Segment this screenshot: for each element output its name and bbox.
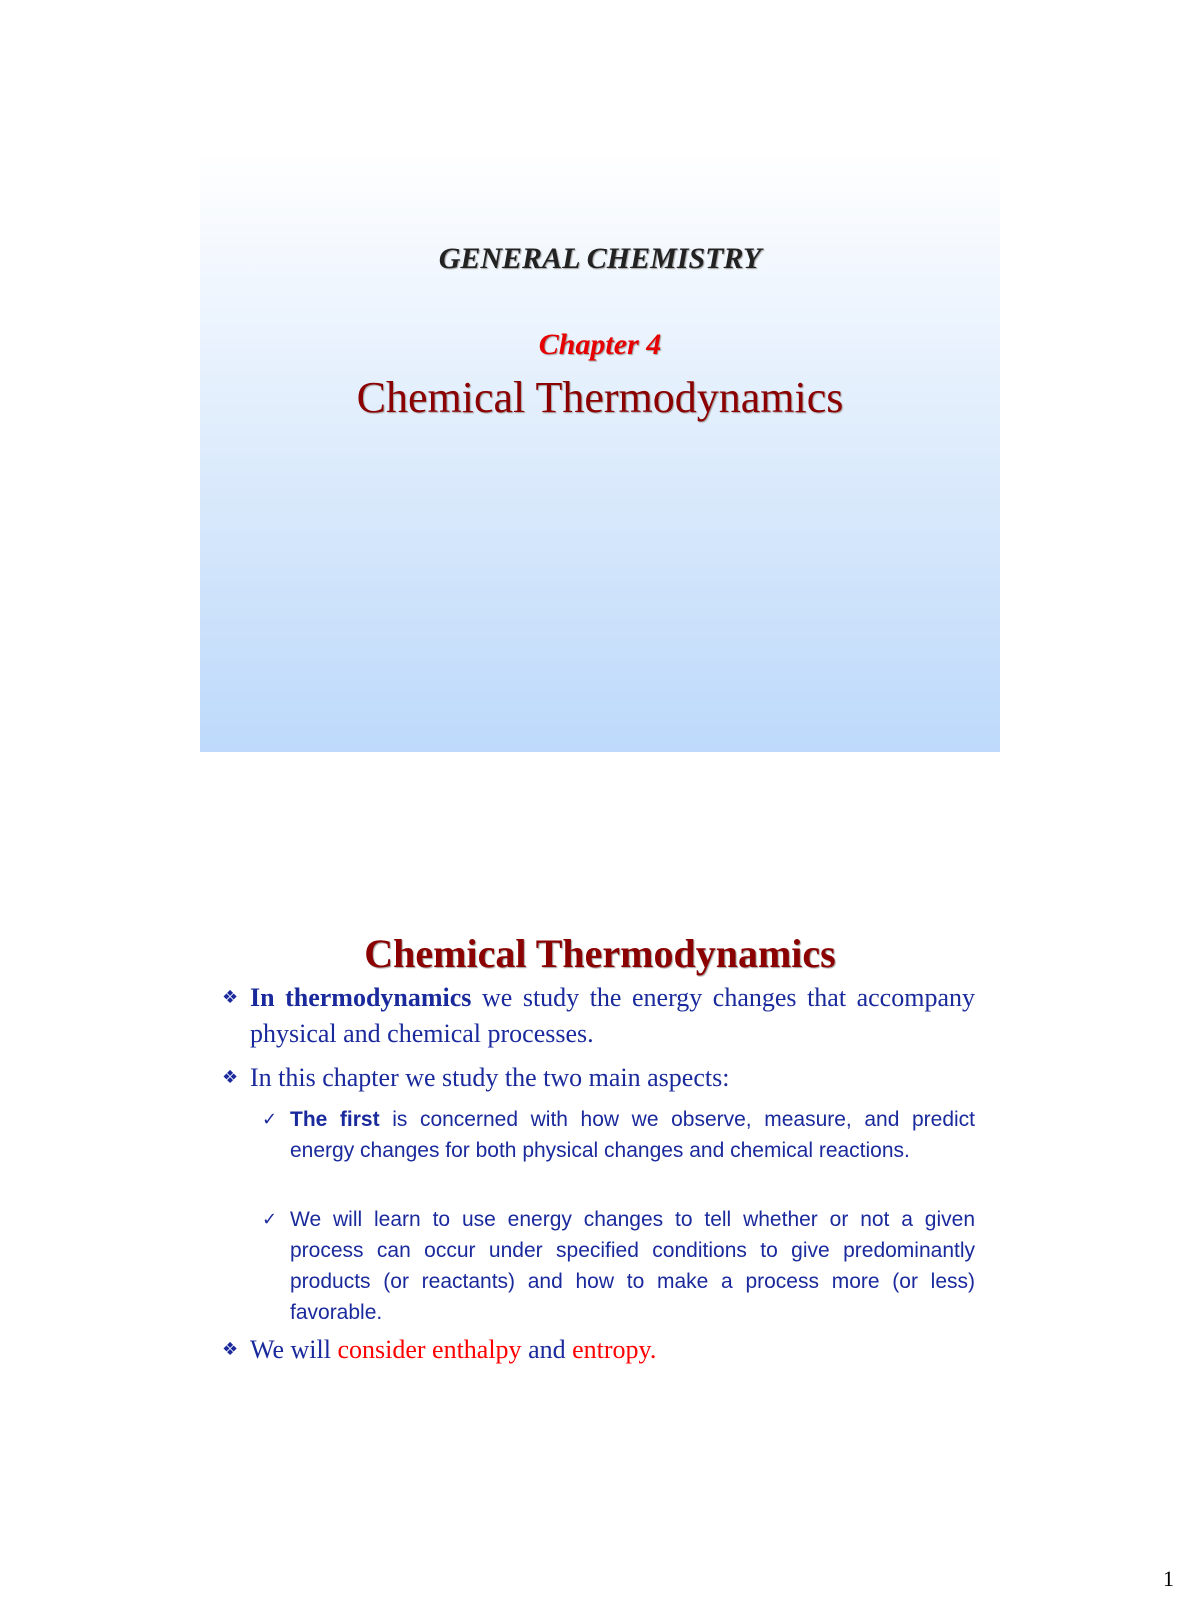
diamond-bullet-icon: ❖ — [222, 987, 239, 1008]
bullet-text-part: We will — [250, 1335, 338, 1364]
bullet-text-part: and — [521, 1335, 573, 1364]
slide-title: Chemical Thermodynamics — [356, 373, 844, 422]
diamond-bullet-icon: ❖ — [222, 1339, 239, 1360]
bullet-text: In this chapter we study the two main aspects: — [250, 1063, 730, 1092]
course-subject: GENERAL CHEMISTRY — [438, 242, 762, 275]
sub-bullet-first-aspect — [262, 1104, 975, 1166]
chapter-label: Chapter 4 — [538, 328, 662, 361]
content-slide — [200, 912, 1000, 1472]
bullet-text — [250, 1332, 975, 1368]
bullet-enthalpy-entropy — [222, 1332, 975, 1368]
title-slide — [200, 150, 1000, 752]
sub-bullet-body: is concerned with how we observe, measure, and predict energy changes for both physical changes and chemical reactions. — [290, 1108, 976, 1162]
sub-bullet-text — [290, 1104, 975, 1166]
slide-heading: Chemical Thermodynamics — [364, 931, 836, 976]
highlight-enthalpy: consider enthalpy — [337, 1335, 522, 1364]
sub-bullet-lead: The first — [290, 1108, 380, 1131]
sub-bullet-text: We will learn to use energy changes to tell whether or not a given process can occur under specified conditions to give predominantly products (or reactants) and how to make a process more (or less) favorable. — [290, 1208, 975, 1324]
checkmark-icon: ✓ — [262, 1209, 278, 1230]
sub-bullet-second-aspect — [262, 1204, 975, 1328]
checkmark-icon: ✓ — [262, 1109, 278, 1130]
diamond-bullet-icon: ❖ — [222, 1067, 239, 1088]
bullet-two-aspects — [222, 1060, 975, 1096]
bullet-body: we study the energy changes that accompany physical and chemical processes. — [250, 983, 975, 1048]
bullet-thermodynamics — [222, 980, 975, 1052]
bullet-lead: In thermodynamics — [250, 983, 472, 1012]
highlight-entropy: entropy. — [572, 1335, 657, 1364]
bullet-text — [250, 980, 975, 1052]
page-number: 1 — [1163, 1566, 1174, 1591]
